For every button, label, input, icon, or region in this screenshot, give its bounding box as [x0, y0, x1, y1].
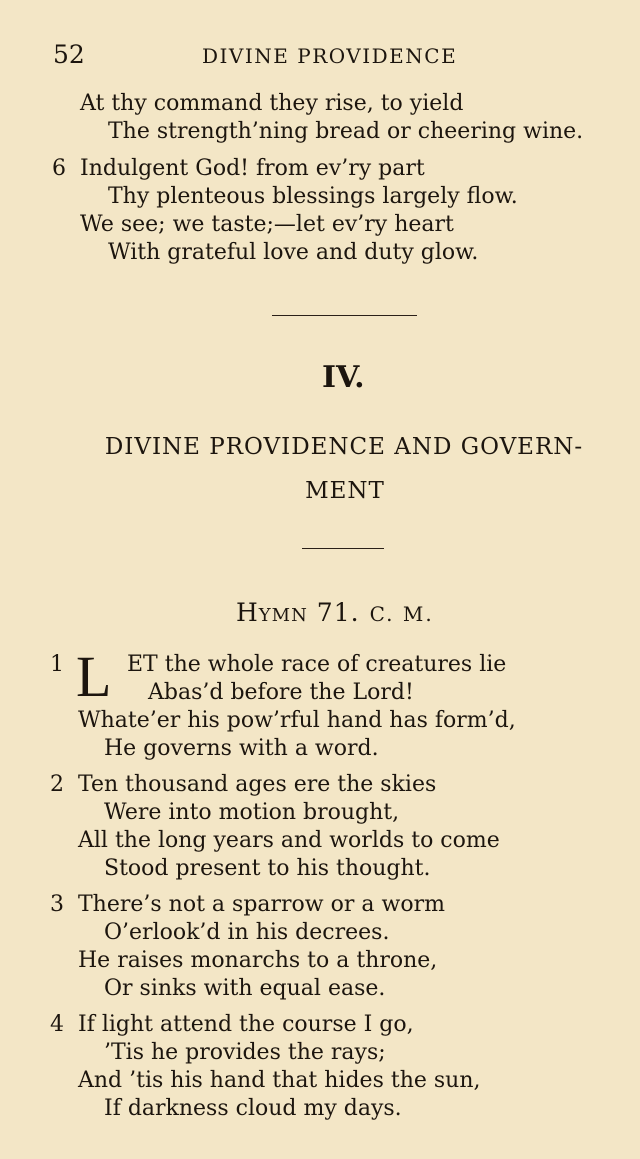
verse-line: We see; we taste;—let ev’ry heart — [80, 212, 454, 237]
verse-line: With grateful love and duty glow. — [108, 240, 479, 265]
verse-line: Indulgent God! from ev’ry part — [80, 156, 425, 181]
stanza-number: 1 — [50, 652, 64, 677]
verse-line: He raises monarchs to a throne, — [78, 948, 438, 973]
stanza-number: 2 — [50, 772, 64, 797]
verse-line: Thy plenteous blessings largely flow. — [108, 184, 518, 209]
verse-line: Abas’d before the Lord! — [148, 680, 414, 705]
verse-line: ET the whole race of creatures lie — [127, 652, 507, 677]
page-number: 52 — [53, 40, 85, 69]
section-numeral: IV. — [322, 360, 365, 395]
verse-line: ’Tis he provides the rays; — [104, 1040, 386, 1065]
stanza-number: 6 — [52, 156, 66, 181]
verse-line: The strength’ning bread or cheering wine. — [108, 119, 584, 144]
verse-line: Whate’er his pow’rful hand has form’d, — [78, 708, 516, 733]
verse-line: Or sinks with equal ease. — [104, 976, 386, 1001]
section-title-line2: MENT — [305, 478, 385, 504]
verse-line: Were into motion brought, — [104, 800, 400, 825]
stanza-number: 3 — [50, 892, 64, 917]
hymn-meter: C. M. — [369, 602, 434, 626]
verse-line: Stood present to his thought. — [104, 856, 431, 881]
verse-line: There’s not a sparrow or a worm — [78, 892, 445, 917]
divider-rule — [272, 315, 417, 316]
section-title-line1: DIVINE PROVIDENCE AND GOVERN- — [104, 434, 584, 460]
stanza-number: 4 — [50, 1012, 64, 1037]
verse-line: If light attend the course I go, — [78, 1012, 414, 1037]
verse-line: At thy command they rise, to yield — [80, 91, 464, 116]
running-title: DIVINE PROVIDENCE — [202, 44, 458, 68]
divider-rule — [302, 548, 384, 549]
verse-line: If darkness cloud my days. — [104, 1096, 402, 1121]
hymn-label: Hymn 71. — [236, 598, 360, 627]
drop-capital: L — [76, 644, 112, 709]
verse-line: And ’tis his hand that hides the sun, — [78, 1068, 481, 1093]
verse-line: Ten thousand ages ere the skies — [78, 772, 437, 797]
hymn-title — [236, 598, 434, 627]
verse-line: All the long years and worlds to come — [78, 828, 500, 853]
verse-line: He governs with a word. — [104, 736, 379, 761]
verse-line: O’erlook’d in his decrees. — [104, 920, 390, 945]
